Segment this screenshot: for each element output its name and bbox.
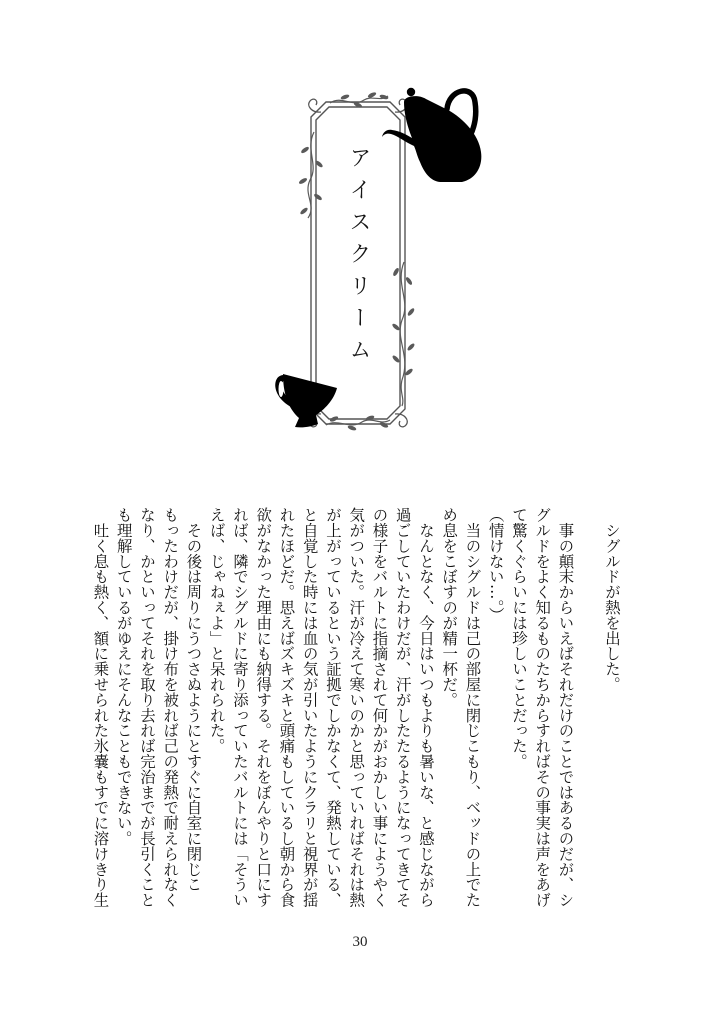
text-line: グルドをよく知るものたちからすればその事実は声をあげ [533, 507, 552, 908]
text-line: れば、隣でシグルドに寄り添っていたバルトには「そうい [231, 507, 249, 908]
text-line: もったわけだが、掛け布を被れば己の発熱で耐えられなく [161, 507, 180, 908]
text-line: と自覚した時には血の気が引いたようにクラリと視界が揺 [300, 507, 319, 908]
text-line [577, 507, 600, 911]
text-line: なんとなく、今日はいつもよりも暑いな、と感じながら [417, 507, 435, 908]
body-text [88, 507, 623, 911]
teacup-icon [275, 374, 337, 427]
text-line: その後は周りにうつさぬようにとすぐに自室に閉じこ [184, 507, 203, 892]
text-line: れたほどだ。思えばズキズキと頭痛もしているし朝から食 [277, 507, 296, 908]
text-line: シグルドが熱を出した。 [603, 507, 621, 692]
text-line: め息をこぼすのが精一杯だ。 [440, 507, 459, 708]
text-line: 事の顛末からいえばそれだけのことではあるのだが、シ [556, 507, 575, 908]
teapot-icon [382, 88, 481, 182]
text-line: が上がっているという証拠でしかなくて、発熱している、 [324, 507, 342, 908]
text-line: も理解しているがゆえにそんなこともできない。 [114, 507, 133, 846]
text-line: なり、かといってそれを取り去れば完治までが長引くこと [138, 507, 156, 908]
chapter-title: アイスクリーム [346, 146, 371, 370]
text-line: 過ごしていたわけだが、汗がしたたるようになってきてそ [393, 507, 412, 908]
text-line: 当のシグルドは己の部屋に閉じこもり、ベッドの上でた [463, 507, 482, 908]
text-line: 欲がなかった理由にも納得する。それをぼんやりと口にす [254, 507, 273, 908]
page-number: 30 [352, 934, 368, 950]
text-line: 気がついた。汗が冷えて寒いのかと思っていればそれは熱 [347, 507, 366, 908]
text-line: 吐く息も熱く、額に乗せられた氷嚢もすでに溶けきり生 [91, 507, 110, 908]
text-line: （情けない…。） [486, 507, 505, 623]
text-line: て驚くぐらいには珍しいことだった。 [510, 507, 528, 769]
text-line: えば、じゃねぇよ」と呆れられた。 [207, 507, 226, 754]
text-line: の様子をバルトに指摘されて何かがおかしい事にようやく [370, 507, 389, 908]
